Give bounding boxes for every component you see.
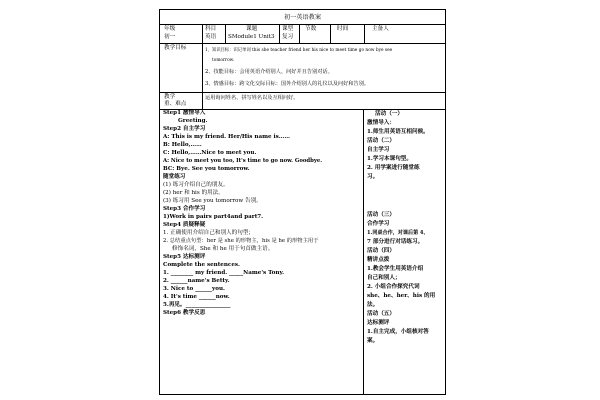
topic-value: SModule1 Unit3 xyxy=(228,34,275,40)
step-line: 随堂练习 xyxy=(163,174,186,180)
grade-value: 初一 xyxy=(164,34,176,40)
divider xyxy=(364,24,365,43)
goals-label: 教学目标 xyxy=(164,45,187,51)
step-line: Greeting. xyxy=(178,118,208,124)
step-line: 修饰名词，She 和 he 用于句首做主语。 xyxy=(172,246,274,252)
divider xyxy=(202,24,203,109)
topic-label: 课题 xyxy=(246,26,258,32)
step-line: A: This is my friend. Her/His name is…… xyxy=(163,134,290,140)
activity-line: 2. 小组合作探究代词 xyxy=(367,284,420,290)
step-line: (3) 练习用 See you tomorrow 告别。 xyxy=(163,198,262,204)
activity-line: 激情导入： xyxy=(367,120,395,126)
knowledge-goal-continued: tomorrow. xyxy=(212,58,235,63)
step-line: (1) 练习介绍自己的朋友。 xyxy=(163,182,229,188)
activity-line: 2. 用学案进行随堂练 xyxy=(367,165,420,171)
step-line: Step5 达标测评 xyxy=(163,254,206,260)
activity-line: 活动（五） xyxy=(367,311,395,317)
step-line: C: Hello,……Nice to meet you. xyxy=(163,150,257,156)
time-label: 时间 xyxy=(337,26,349,32)
activity-line: 精讲点拨 xyxy=(367,257,390,263)
activity-line: 自主学习 xyxy=(367,147,390,153)
key-points-label-2: 重、难点 xyxy=(164,101,187,107)
activity-line: 活动（一） xyxy=(375,111,403,117)
activity-line: she、he、her、his 的用 xyxy=(367,293,436,299)
step-line: Complete the sentences. xyxy=(163,262,240,268)
skill-goal: 2、技能目标：会用英语介绍别人、问好并且告别对话。 xyxy=(205,69,333,75)
step-line: 2. 总结重点句型：her 是 she 的形物主，his 是 he 的形物主用于 xyxy=(163,238,319,244)
knowledge-goal: 1、知识目标：识记单词 this she teacher friend her his nice to meet time go now bye see xyxy=(205,48,393,53)
key-points-text: 运用询问姓名、拼写姓名以及互相问好。 xyxy=(205,95,299,101)
activity-line: 7 部分进行对话练习。 xyxy=(367,239,424,245)
activity-line: 活动（四） xyxy=(367,248,395,254)
step-line: BC: Bye. See you tomorrow. xyxy=(163,166,250,172)
step-line: Step6 教学反思 xyxy=(163,310,206,316)
grade-label: 年级 xyxy=(164,26,176,32)
step-line: B: Hello,…… xyxy=(163,142,202,148)
step-line: 5.再见。________________ xyxy=(163,302,231,308)
activity-line: 达标测评 xyxy=(367,320,390,326)
period-label: 节数 xyxy=(305,26,317,32)
step-line: Step2 自主学习 xyxy=(163,126,206,132)
step-line: 4. It's time ______now. xyxy=(163,294,230,300)
step-line: Step3 合作学习 xyxy=(163,206,206,212)
step-line: 1)Work in pairs part4and part7. xyxy=(163,214,264,220)
preparer-label: 主备人 xyxy=(372,26,389,32)
activity-line: 1.同桌合作，对课后第 4、 xyxy=(367,230,429,236)
step-line: Step1 激情导入 xyxy=(163,110,206,116)
activity-line: 案。 xyxy=(367,338,379,344)
type-label: 课型 xyxy=(282,26,294,32)
key-points-label: 教学 xyxy=(164,94,176,100)
divider xyxy=(330,24,331,43)
step-line: 2. ______name's Betty. xyxy=(163,278,230,284)
step-line: 1. 正确使用介绍自己和别人的句型； xyxy=(163,230,255,236)
step-line: (2) her 和 his 的用法。 xyxy=(163,190,224,196)
divider xyxy=(279,24,280,43)
emotion-goal: 3、情感目标：跨文化交际目标：国外介绍别人的礼仪以及问好和告别。 xyxy=(205,81,370,87)
activity-line: 1.学习本课句型。 xyxy=(367,156,412,162)
step-line: A: Nice to meet you too, It's time to go now. Goodbye. xyxy=(163,158,323,164)
activity-line: 法。 xyxy=(367,302,379,308)
step-line: Step4 质疑释疑 xyxy=(163,222,206,228)
divider xyxy=(225,24,226,43)
divider xyxy=(299,24,300,43)
activity-line: 1.自主完成，小组核对答 xyxy=(367,329,429,335)
divider xyxy=(363,109,364,394)
activity-line: 自己和别人； xyxy=(367,275,401,281)
activity-line: 1.教会学生用英语介绍 xyxy=(367,266,424,272)
subject-label: 科目 xyxy=(205,26,217,32)
activity-line: 活动（二） xyxy=(367,138,395,144)
subject-value: 英语 xyxy=(205,34,217,40)
activity-line: 1.师生用英语互相问候。 xyxy=(367,129,429,135)
document-title: 初一英语教案 xyxy=(283,14,322,21)
step-line: 3. Nice to ______you. xyxy=(163,286,225,292)
lesson-plan-table xyxy=(159,9,446,395)
type-value: 复习 xyxy=(282,34,294,40)
activity-line: 活动（三） xyxy=(367,212,395,218)
step-line: 1. ________ my friend. _____Name's Tony. xyxy=(163,270,285,276)
activity-line: 习。 xyxy=(367,174,379,180)
activity-line: 合作学习 xyxy=(367,221,390,227)
